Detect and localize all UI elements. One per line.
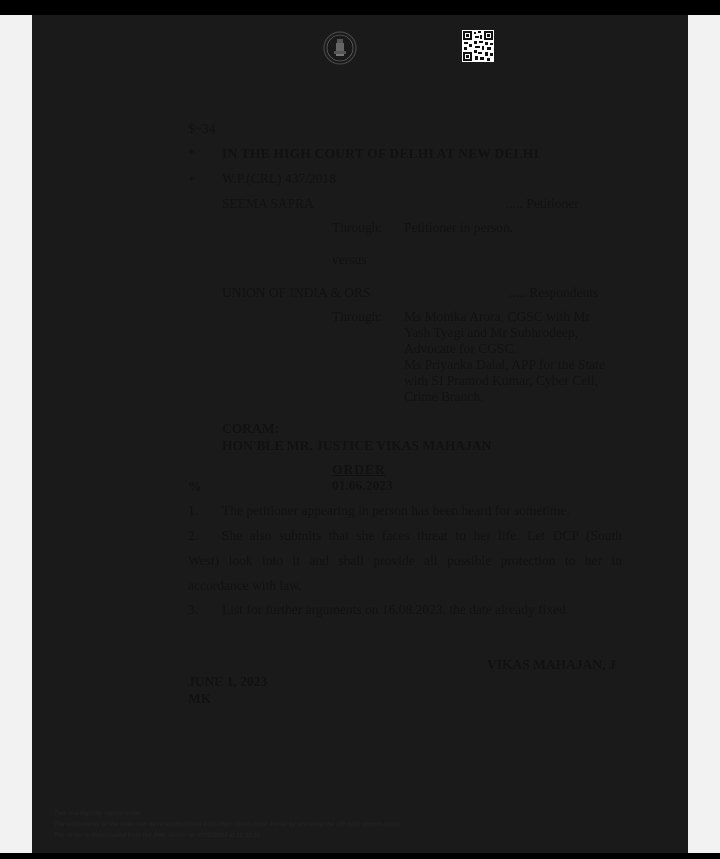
paragraph-number: 3. bbox=[188, 602, 199, 617]
paragraph-text: West) look into it and shall provide all possible protection to her in bbox=[188, 553, 622, 568]
respondent-role: ..... Respondents bbox=[509, 285, 599, 300]
versus-text: versus bbox=[332, 252, 367, 267]
case-number: W.P.(CRL) 437/2018 bbox=[222, 171, 336, 186]
percent-mark: % bbox=[188, 479, 202, 494]
paragraph-text: accordance with law. bbox=[188, 578, 302, 593]
footer-line: This is a digitally signed order. bbox=[54, 811, 142, 817]
coram-judge: HON'BLE MR. JUSTICE VIKAS MAHAJAN bbox=[222, 438, 492, 453]
signature-judge: VIKAS MAHAJAN, J bbox=[487, 657, 616, 672]
signature-initials: MK bbox=[188, 691, 212, 706]
petitioner-name: SEEMA SAPRA bbox=[222, 196, 314, 211]
signature-date: JUNE 1, 2023 bbox=[188, 674, 268, 689]
qr-code-icon[interactable] bbox=[462, 30, 494, 62]
footer-line: The authenticity of the order can be re-verified from Delhi High Court Order Portal by scanning the QR code shown above. bbox=[54, 822, 403, 828]
coram-label: CORAM: bbox=[222, 421, 279, 436]
bottom-bar bbox=[0, 853, 720, 859]
respondent-counsel-line: Yash Tyagi and Mr Subhrodeep, bbox=[404, 325, 579, 340]
petitioner-counsel: Petitioner in person. bbox=[404, 220, 514, 235]
paragraph-number: 2. bbox=[188, 528, 199, 543]
respondent-counsel-line: Advocate for CGSC. bbox=[404, 341, 517, 356]
court-title: IN THE HIGH COURT OF DELHI AT NEW DELHI bbox=[222, 146, 539, 161]
right-margin bbox=[688, 15, 720, 853]
order-heading: ORDER bbox=[332, 462, 386, 477]
paragraph-text: She also submits that she faces threat to her life. Let DCP (South bbox=[222, 528, 622, 543]
petitioner-role: ..... Petitioner bbox=[506, 196, 579, 211]
respondent-counsel-line: Crime Branch. bbox=[404, 389, 484, 404]
left-margin bbox=[0, 15, 32, 853]
serial-number: $~34 bbox=[188, 121, 216, 136]
star-mark: * bbox=[188, 146, 195, 161]
top-bar bbox=[0, 0, 720, 15]
national-emblem-icon bbox=[322, 30, 358, 66]
paragraph-text: The petitioner appearing in person has been heard for sometime. bbox=[222, 503, 570, 518]
plus-mark: + bbox=[188, 171, 196, 186]
respondent-counsel-line: Ms Monika Arora, CGSC with Mr bbox=[404, 309, 591, 324]
paragraph-text: List for further arguments on 16.08.2023, the date already fixed. bbox=[222, 602, 570, 617]
order-date: 01.06.2023 bbox=[332, 478, 393, 493]
respondent-counsel-line: with SI Pramod Kumar, Cyber Cell, bbox=[404, 373, 599, 388]
respondent-counsel-line: Ms Priyanka Dalal, APP for the State bbox=[404, 357, 605, 372]
respondent-through-label: Through: bbox=[332, 309, 383, 324]
paragraph-number: 1. bbox=[188, 503, 199, 518]
respondent-name: UNION OF INDIA & ORS bbox=[222, 285, 371, 300]
footer-line: The Order is downloaded from the DHC Server on 03/02/2024 at 10:39:31 bbox=[54, 833, 261, 839]
petitioner-through-label: Through: bbox=[332, 220, 383, 235]
